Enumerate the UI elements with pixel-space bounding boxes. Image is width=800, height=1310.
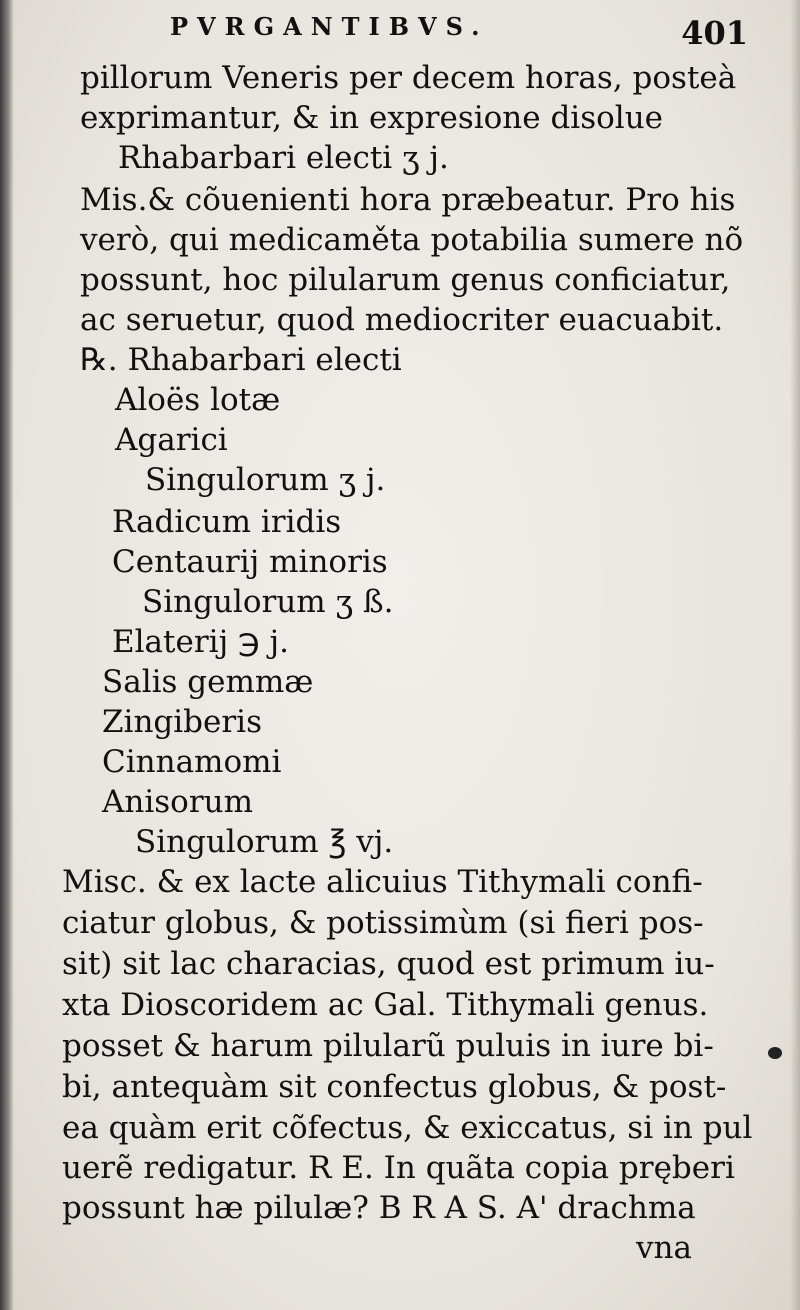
recipe-dose: Singulorum ʒ j.: [145, 462, 386, 498]
recipe-dose: Singulorum ℥ vj.: [135, 824, 394, 860]
text-line: bi, antequàm sit confectus globus, & post-: [62, 1069, 727, 1105]
recipe-item: Salis gemmæ: [102, 664, 314, 700]
recipe-item: Zingiberis: [102, 704, 263, 740]
text-line: pillorum Veneris per decem horas, posteà: [80, 60, 737, 96]
text-line: verò, qui medicaměta potabilia sumere nõ: [80, 222, 744, 258]
text-line: Mis.& cõuenienti hora præbeatur. Pro his: [80, 182, 736, 218]
page-number: 401: [681, 14, 748, 52]
text-line: Misc. & ex lacte alicuius Tithymali confi-: [62, 864, 703, 900]
recipe-item: Anisorum: [102, 784, 254, 820]
text-line: exprimantur, & in expresione disolue: [80, 100, 664, 136]
text-line: possunt hæ pilulæ? B R A S. A' drachma: [62, 1190, 696, 1226]
text-line: ciatur globus, & potissimùm (si fieri pos-: [62, 905, 704, 941]
recipe-item: Cinnamomi: [102, 744, 282, 780]
text-line: posset & harum pilularũ puluis in iure bi-: [62, 1028, 714, 1064]
page-edge-shadow-right: [790, 0, 800, 1310]
catchword: vna: [636, 1230, 692, 1266]
recipe-item: Agarici: [115, 422, 228, 458]
text-line: ℞. Rhabarbari electi: [80, 342, 402, 378]
text-line: ac seruetur, quod mediocriter euacuabit.: [80, 302, 724, 338]
recipe-item: Centaurij minoris: [112, 544, 388, 580]
recipe-item: Aloës lotæ: [115, 382, 281, 418]
running-head: PVRGANTIBVS.: [170, 12, 489, 41]
ink-spot: [768, 1047, 782, 1059]
recipe-item: Elaterij ℈ j.: [112, 624, 289, 660]
recipe-item: Radicum iridis: [112, 504, 342, 540]
page-edge-shadow: [0, 0, 14, 1310]
text-line: uerẽ redigatur. R E. In quãta copia pręberi: [62, 1150, 735, 1186]
text-line: sit) sit lac characias, quod est primum iu-: [62, 946, 715, 982]
text-line: Rhabarbari electi ʒ j.: [118, 140, 449, 176]
text-line: ea quàm erit cõfectus, & exiccatus, si in pul: [62, 1110, 753, 1146]
text-line: possunt, hoc pilularum genus conficiatur,: [80, 262, 731, 298]
recipe-dose: Singulorum ʒ ß.: [142, 584, 394, 620]
text-line: xta Dioscoridem ac Gal. Tithymali genus.: [62, 987, 709, 1023]
